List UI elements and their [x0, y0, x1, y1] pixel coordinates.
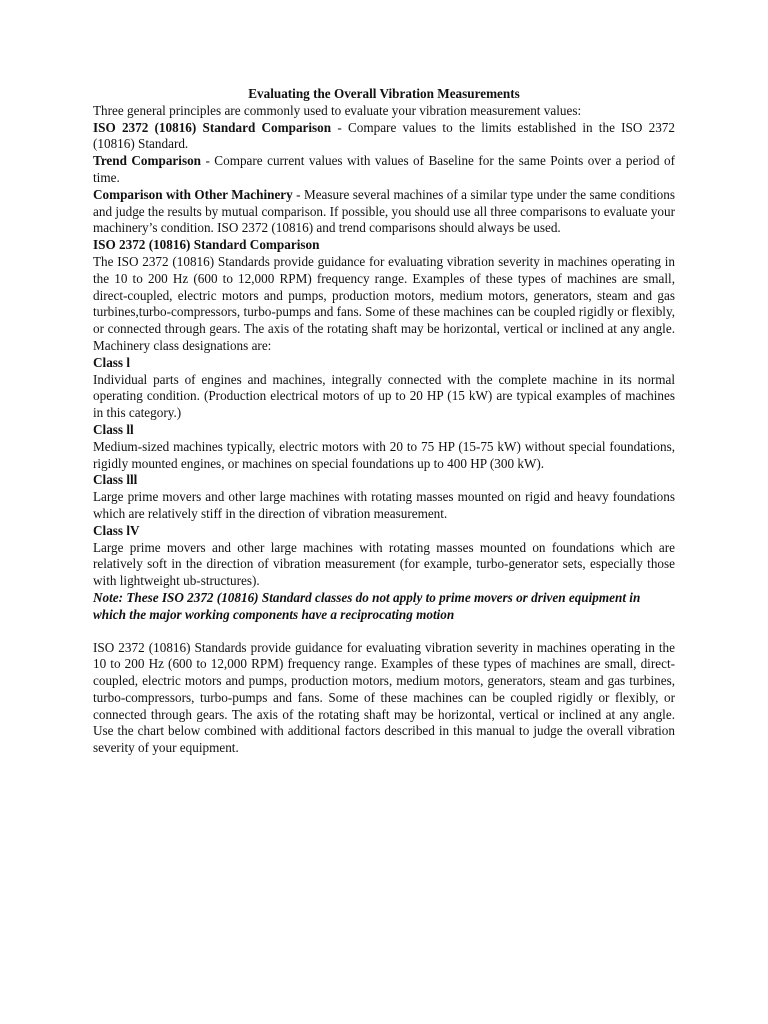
- principle-term: Comparison with Other Machinery: [93, 186, 293, 202]
- intro-paragraph: Three general principles are commonly used to evaluate your vibration measurement values:: [93, 102, 582, 118]
- closing-paragraph: ISO 2372 (10816) Standards provide guidance for evaluating vibration severity in machines operating in the 10 to 200 Hz (600 to 12,000 RPM) frequency range. Examples of these types of machines are small, direct-coupled, electric motors and pumps, production motors, medium motors, generators, steam and gas turbines, turbo-compressors, turbo-pumps and fans. Some of these machines can be coupled rigidly or flexibly, or connected through gears. The axis of the rotating shaft may be horizontal, vertical or inclined at any angle. Use the chart below combined with additional factors described in this manual to judge the overall vibration severity of your equipment.: [93, 639, 675, 756]
- class-description: Individual parts of engines and machines, integrally connected with the complete machine in its normal operating condition. (Production electrical motors of up to 20 HP (15 kW) are typical examples of machines in this category.): [93, 371, 675, 421]
- document-title: Evaluating the Overall Vibration Measurements: [248, 86, 520, 101]
- principle-other-machinery: [93, 187, 675, 237]
- principle-term: Trend Comparison: [93, 153, 202, 169]
- principle-text: - Measure several machines of a similar type under the same conditions and judge the results by mutual comparison. If possible, you should use all three comparisons to evaluate your machinery’s condition. ISO 2372 (10816) and trend comparisons should always be used.: [93, 186, 675, 236]
- section-heading: ISO 2372 (10816) Standard Comparison: [93, 237, 320, 253]
- class-description: Large prime movers and other large machines with rotating masses mounted on rigid and heavy foundations which are relatively stiff in the direction of vibration measurement.: [93, 489, 675, 521]
- principle-trend-comparison: [93, 153, 675, 187]
- class-description: Large prime movers and other large machines with rotating masses mounted on foundations which are relatively soft in the direction of vibration measurement (for example, turbo-generator sets, especially those with lightweight ub-structures).: [93, 539, 675, 589]
- class-heading: Class lll: [93, 472, 138, 488]
- class-heading: Class ll: [93, 421, 134, 437]
- class-heading: Class l: [93, 354, 131, 370]
- document-page: [93, 86, 675, 757]
- class-description: Medium-sized machines typically, electric motors with 20 to 75 HP (15-75 kW) without special foundations, rigidly mounted engines, or machines on special foundations up to 400 HP (300 kW).: [93, 438, 675, 471]
- section-paragraph: The ISO 2372 (10816) Standards provide guidance for evaluating vibration severity in machines operating in the 10 to 200 Hz (600 to 12,000 RPM) frequency range. Examples of these types of machines are small, direct-coupled, electric motors and pumps, production motors, medium motors, generators, steam and gas turbines,turbo-compressors, turbo-pumps and fans. Some of these machines can be coupled rigidly or flexibly, or connected through gears. The axis of the rotating shaft may be horizontal, vertical or inclined at any angle. Machinery class designations are:: [93, 253, 675, 353]
- principle-text: - Compare values to the limits established in the ISO 2372 (10816) Standard.: [93, 119, 675, 152]
- note-text: Note: These ISO 2372 (10816) Standard classes do not apply to prime movers or driven equipment in which the major working components have a reciprocating motion: [93, 589, 641, 622]
- principle-text: - Compare current values with values of Baseline for the same Points over a period of time.: [93, 153, 675, 185]
- paragraph-spacer: [93, 624, 675, 640]
- principle-iso-comparison: [93, 120, 675, 154]
- principle-term: ISO 2372 (10816) Standard Comparison: [93, 119, 332, 135]
- class-heading: Class lV: [93, 522, 140, 538]
